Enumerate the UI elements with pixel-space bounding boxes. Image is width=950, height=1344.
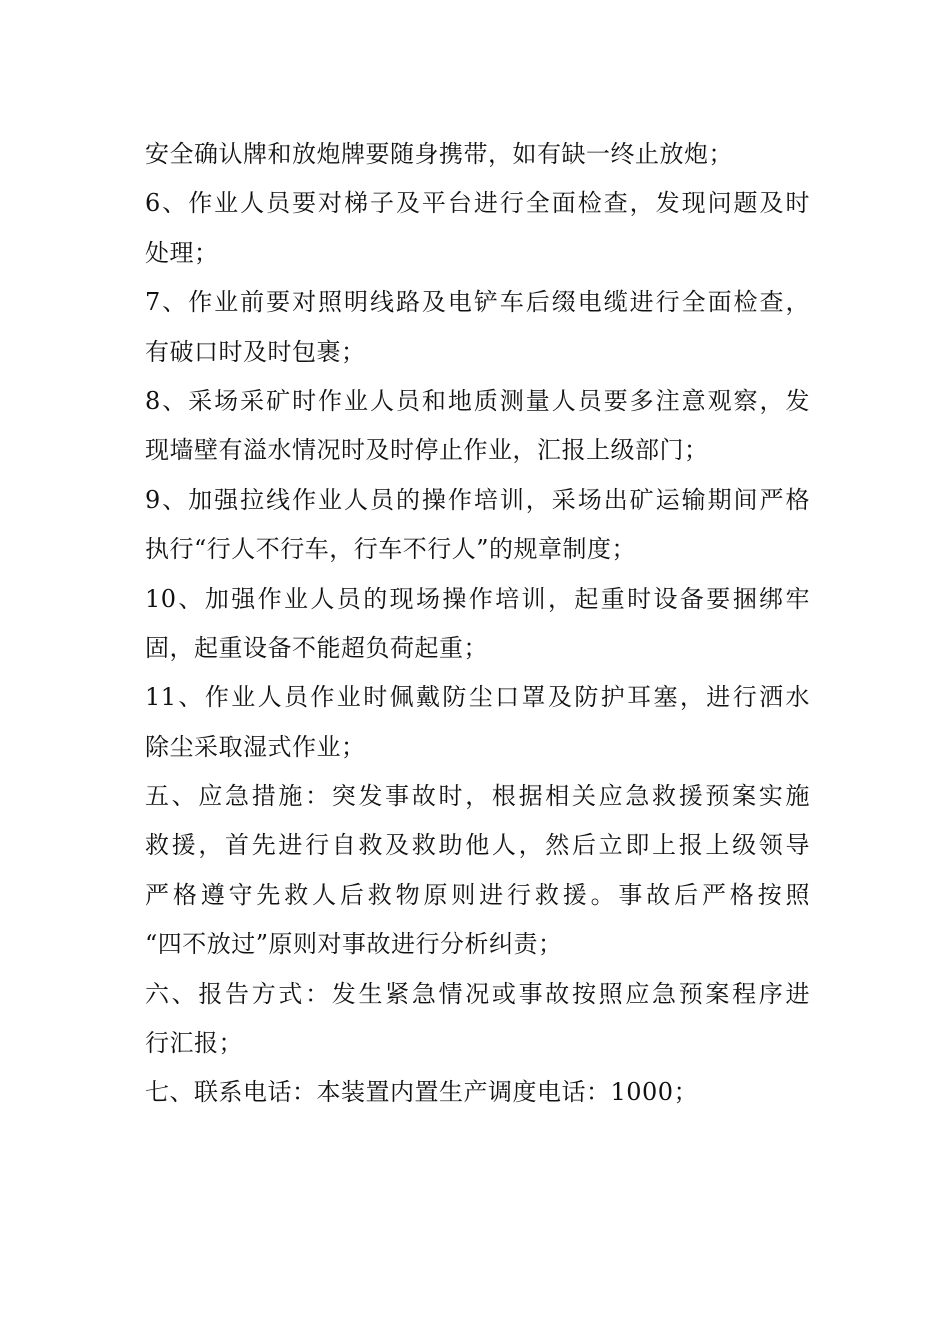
text-line: 五、应急措施：突发事故时，根据相关应急救援预案实施 xyxy=(145,782,810,811)
text-line: 执行“行人不行车，行车不行人”的规章制度； xyxy=(145,535,637,564)
text-line: 9、加强拉线作业人员的操作培训，采场出矿运输期间严格 xyxy=(145,485,810,514)
text-line: 7、作业前要对照明线路及电铲车后缀电缆进行全面检查， xyxy=(145,288,810,317)
text-line: 有破口时及时包裹； xyxy=(145,337,366,366)
text-line: 六、报告方式：发生紧急情况或事故按照应急预案程序进 xyxy=(145,979,810,1008)
text-line: 除尘采取湿式作业； xyxy=(145,732,366,761)
text-line: 严格遵守先救人后救物原则进行救援。事故后严格按照 xyxy=(145,880,810,909)
text-line: 行汇报； xyxy=(145,1029,243,1058)
text-line: 11、作业人员作业时佩戴防尘口罩及防护耳塞，进行洒水 xyxy=(145,683,810,712)
text-line: 8、采场采矿时作业人员和地质测量人员要多注意观察，发 xyxy=(145,386,810,415)
document-body xyxy=(145,130,810,1118)
text-line: 固，起重设备不能超负荷起重； xyxy=(145,633,488,662)
text-line: 七、联系电话：本装置内置生产调度电话：1000； xyxy=(145,1078,699,1107)
text-line: 现墙壁有溢水情况时及时停止作业，汇报上级部门； xyxy=(145,436,709,465)
text-line: 安全确认牌和放炮牌要随身携带，如有缺一终止放炮； xyxy=(145,140,733,168)
text-line: 6、作业人员要对梯子及平台进行全面检查，发现问题及时 xyxy=(145,189,810,218)
text-line: “四不放过”原则对事故进行分析纠责； xyxy=(145,930,563,959)
text-line: 救援，首先进行自救及救助他人，然后立即上报上级领导 xyxy=(145,831,810,860)
text-line: 10、加强作业人员的现场操作培训，起重时设备要捆绑牢 xyxy=(145,584,810,613)
text-line: 处理； xyxy=(145,238,219,267)
